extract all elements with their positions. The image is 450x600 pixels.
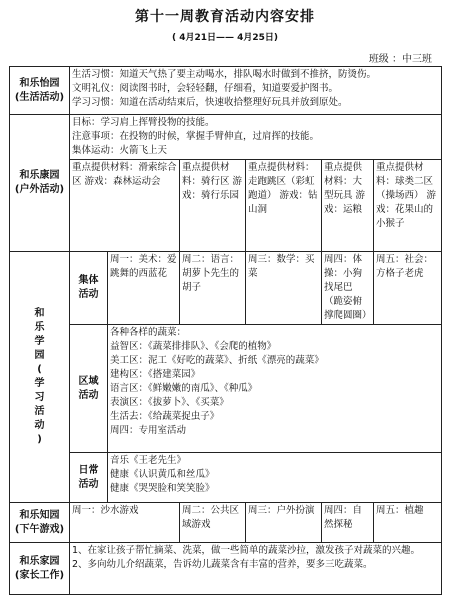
outdoor-day-3: 重点提供材料：走跑跳区（彩虹跑道） 游戏：钻山洞 — [246, 160, 322, 252]
outdoor-day-5: 重点提供材料：球类二区（操场西） 游戏：花果山的小猴子 — [374, 160, 442, 252]
daily-activity-label: 日常 活动 — [70, 453, 108, 503]
outdoor-section-label: 和乐康园 (户外活动) — [10, 115, 70, 252]
group-day-1: 周一：美术：爱跳舞的西蓝花 — [108, 252, 180, 325]
afternoon-section-label: 和乐知园 (下午游戏) — [10, 503, 70, 543]
learning-section-label: 和 乐 学 园 ( 学 习 活 动 ) — [10, 252, 70, 503]
schedule-table — [9, 66, 442, 595]
life-row — [10, 67, 442, 115]
life-content — [70, 67, 442, 115]
page-title: 第十一周教育活动内容安排 — [135, 9, 315, 25]
home-content — [70, 543, 442, 595]
group-day-2: 周二：语言：胡萝卜先生的胡子 — [180, 252, 246, 325]
daily-line: 音乐《王老先生》 — [110, 455, 187, 466]
area-activity-content — [108, 325, 442, 453]
class-label: 班级 ：中三班 — [368, 54, 432, 65]
life-line: 学习习惯：知道在活动结束后，快速收拾整理好玩具并放到原处。 — [72, 97, 348, 108]
afternoon-day-4: 周四：自然探秘 — [322, 503, 374, 543]
outdoor-line: 目标：学习肩上挥臂投物的技能。 — [72, 117, 215, 128]
life-line: 文明礼仪：阅读图书时，会轻轻翻，仔细看，知道要爱护图书。 — [72, 83, 339, 94]
area-line: 语言区：《鲜嫩嫩的南瓜》、《种瓜》 — [110, 383, 258, 394]
outdoor-day-2: 重点提供材料：骑行区 游戏：骑行乐园 — [180, 160, 246, 252]
afternoon-day-3: 周三：户外扮演 — [246, 503, 322, 543]
daily-line: 健康《认识黄瓜和丝瓜》 — [110, 469, 215, 480]
area-line: 生活去：《给蔬菜捉虫子》 — [110, 411, 220, 422]
date-range: ( 4月21日—— 4月25日) — [171, 33, 279, 43]
area-line: 建构区：《搭建菜园》 — [110, 369, 201, 380]
life-line: 生活习惯：知道天气热了要主动喝水，排队喝水时做到不推挤，防烫伤。 — [72, 69, 377, 80]
outdoor-days-row — [10, 160, 442, 252]
area-activity-row — [10, 325, 442, 453]
afternoon-day-2: 周二：公共区域游戏 — [180, 503, 246, 543]
outdoor-goals — [70, 115, 442, 160]
afternoon-day-5: 周五：植趣 — [374, 503, 442, 543]
outdoor-line: 注意事项：在投物的时候，掌握手臂伸直，过肩挥的技能。 — [72, 131, 320, 142]
daily-line: 健康《哭哭脸和笑笑脸》 — [110, 483, 215, 494]
group-activity-label: 集体 活动 — [70, 252, 108, 325]
group-day-3: 周三：数学：买菜 — [246, 252, 322, 325]
home-line: 1、在家让孩子帮忙摘菜、洗菜，做一些简单的蔬菜沙拉，激发孩子对蔬菜的兴趣。 — [72, 545, 421, 556]
area-line: 各种各样的蔬菜： — [110, 327, 187, 338]
daily-activity-row — [10, 453, 442, 503]
outdoor-day-4: 重点提供材料：大型玩具 游戏：运粮 — [322, 160, 374, 252]
group-day-4: 周四：体操：小狗找尾巴（跪姿俯撑爬圆圈） — [322, 252, 374, 325]
daily-activity-content — [108, 453, 442, 503]
outdoor-row — [10, 115, 442, 160]
life-section-label: 和乐怡园 (生活活动) — [10, 67, 70, 115]
group-day-5: 周五：社会：方格子老虎 — [374, 252, 442, 325]
area-line: 益智区：《蔬菜排排队》、《会爬的植物》 — [110, 341, 277, 352]
home-row — [10, 543, 442, 595]
group-activity-row — [10, 252, 442, 325]
area-activity-label: 区域 活动 — [70, 325, 108, 453]
area-line: 周四：专用室活动 — [110, 425, 187, 436]
afternoon-day-1: 周一：沙水游戏 — [70, 503, 180, 543]
home-section-label: 和乐家园 (家长工作) — [10, 543, 70, 595]
outdoor-line: 集体运动：火箭飞上天 — [72, 145, 168, 156]
outdoor-day-1: 重点提供材料：滑索综合区 游戏：森林运动会 — [70, 160, 180, 252]
area-line: 美工区：泥工《好吃的蔬菜》、折纸《漂亮的蔬菜》 — [110, 355, 324, 366]
home-line: 2、多向幼儿介绍蔬菜，告诉幼儿蔬菜含有丰富的营养，要多三吃蔬菜。 — [72, 559, 373, 570]
afternoon-row — [10, 503, 442, 543]
area-line: 表演区：《拔萝卜》、《买菜》 — [110, 397, 229, 408]
